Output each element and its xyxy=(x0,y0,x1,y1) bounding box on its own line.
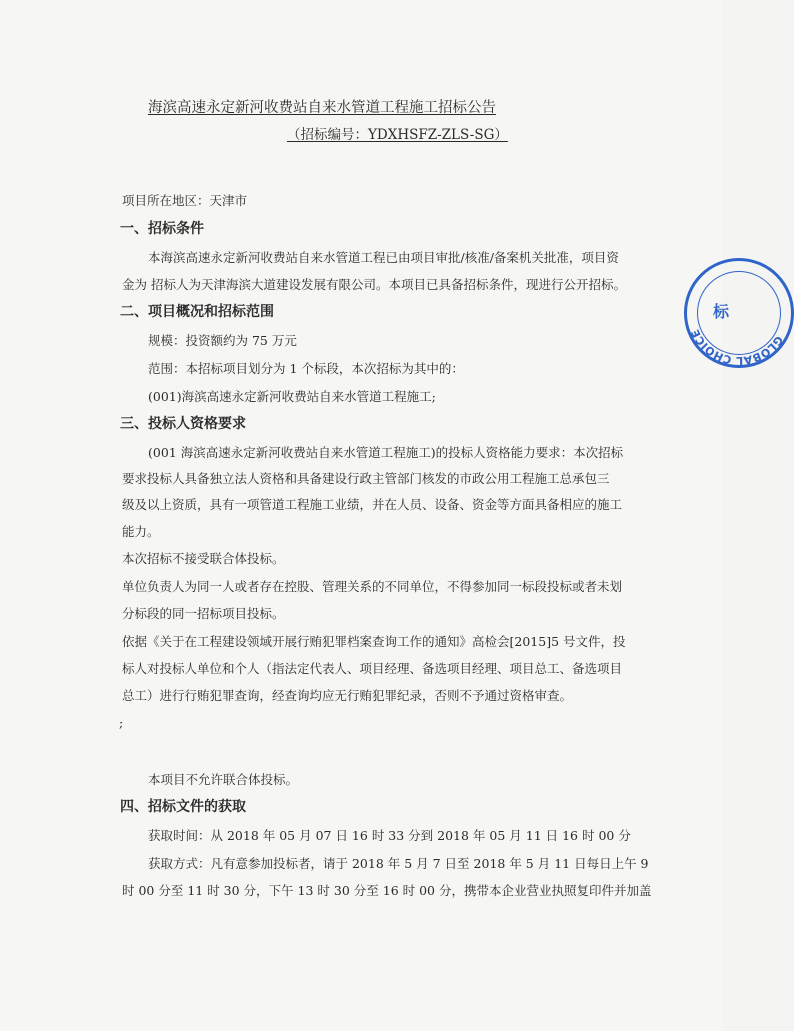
seal-char: 标 xyxy=(713,302,730,321)
paragraph-line: 能力。 xyxy=(122,524,160,539)
section-1-heading: 一、招标条件 xyxy=(120,221,204,237)
paragraph-line: 本海滨高速永定新河收费站自来水管道工程已由项目审批/核准/备案机关批准，项目资 xyxy=(148,250,619,265)
paragraph-line: 总工）进行行贿犯罪查询，经查询均应无行贿犯罪纪录，否则不予通过资格审查。 xyxy=(122,688,573,703)
project-region: 项目所在地区：天津市 xyxy=(122,193,248,208)
paragraph-line: 获取方式：凡有意参加投标者，请于 2018 年 5 月 7 日至 2018 年 5 月 11 日每日上午 9 xyxy=(148,856,649,871)
paragraph-line: 标人对投标人单位和个人（指法定代表人、项目经理、备选项目经理、项目总工、备选项目 xyxy=(122,661,623,676)
paragraph-line: 时 00 分至 11 时 30 分，下午 13 时 30 分至 16 时 00 分，携带本企业营业执照复印件并加盖 xyxy=(122,883,652,898)
paragraph-line: 级及以上资质，具有一项管道工程施工业绩，并在人员、设备、资金等方面具备相应的施工 xyxy=(122,497,623,512)
paragraph-line: 金为 招标人为天津海滨大道建设发展有限公司。本项目已具备招标条件，现进行公开招标。 xyxy=(122,277,626,292)
paragraph-line: (001 海滨高速永定新河收费站自来水管道工程施工)的投标人资格能力要求：本次招标 xyxy=(148,445,624,460)
doc-title: 海滨高速永定新河收费站自来水管道工程施工招标公告 xyxy=(148,100,496,116)
paragraph-line: 本项目不允许联合体投标。 xyxy=(148,772,299,787)
project-scope: 范围：本招标项目划分为 1 个标段，本次招标为其中的： xyxy=(148,361,464,376)
paragraph-line: 本次招标不接受联合体投标。 xyxy=(122,551,285,566)
section-4-heading: 四、招标文件的获取 xyxy=(120,799,246,815)
section-2-heading: 二、项目概况和招标范围 xyxy=(120,304,274,320)
section-3-heading: 三、投标人资格要求 xyxy=(120,416,246,432)
paragraph-line: 依据《关于在工程建设领域开展行贿犯罪档案查询工作的通知》高检会[2015]5 号文件，投 xyxy=(122,634,626,649)
paragraph-line: 分标段的同一招标项目投标。 xyxy=(122,606,285,621)
lot-item: (001)海滨高速永定新河收费站自来水管道工程施工; xyxy=(148,389,436,404)
paragraph-line: 单位负责人为同一人或者存在控股、管理关系的不同单位，不得参加同一标段投标或者未划 xyxy=(122,579,623,594)
seal-text-ring xyxy=(684,258,794,368)
paragraph-line: ; xyxy=(119,715,124,730)
acquisition-time: 获取时间：从 2018 年 05 月 07 日 16 时 33 分到 2018 年 05 月 11 日 16 时 00 分 xyxy=(148,828,631,843)
svg-text:GLOBAL CHOICE xyxy=(684,296,786,368)
bid-number: （招标编号：YDXHSFZ-ZLS-SG） xyxy=(287,127,508,143)
seal-text: GLOBAL CHOICE xyxy=(688,327,786,368)
company-seal xyxy=(684,258,794,368)
project-scale: 规模：投资额约为 75 万元 xyxy=(148,333,297,348)
paragraph-line: 要求投标人具备独立法人资格和具备建设行政主管部门核发的市政公用工程施工总承包三 xyxy=(122,471,610,486)
